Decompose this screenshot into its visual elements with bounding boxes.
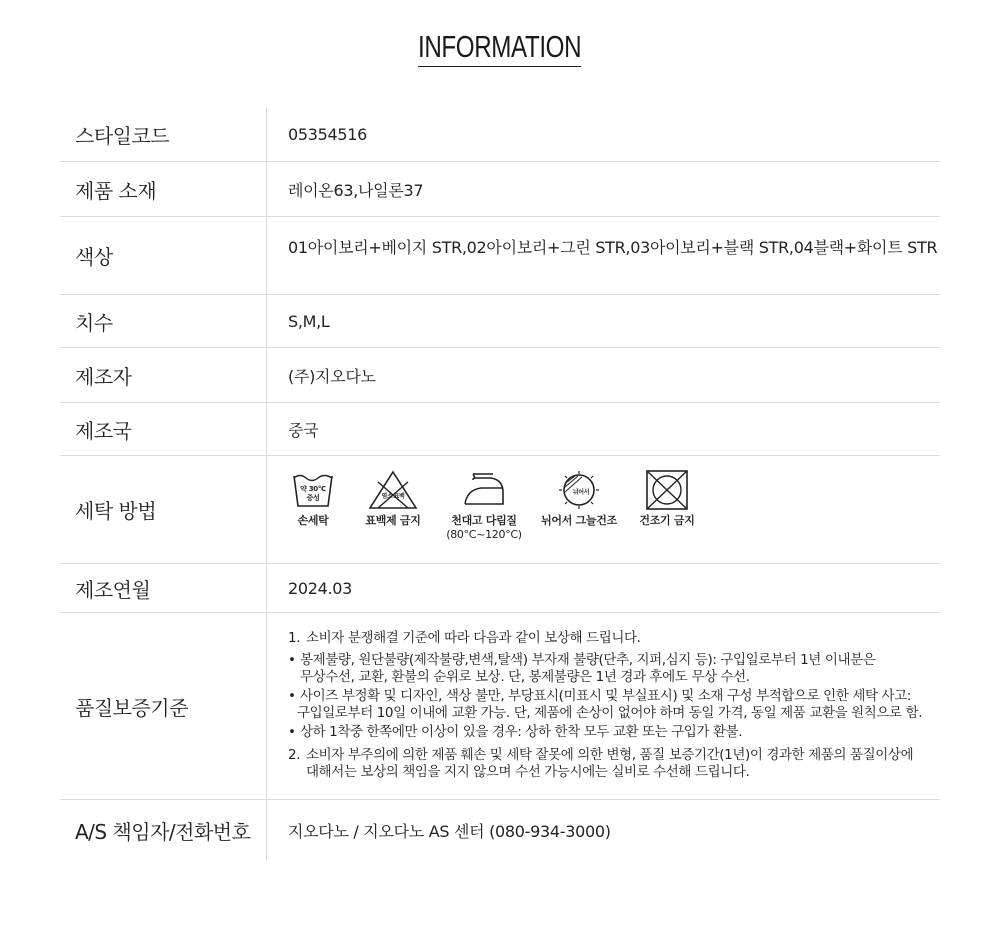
row-value: 지오다노 / 지오다노 AS 센터 (080-934-3000) xyxy=(288,821,611,841)
row-label: A/S 책임자/전화번호 xyxy=(60,800,267,860)
row-washing xyxy=(60,456,940,564)
bullet-mark: • xyxy=(288,652,296,668)
hand-wash-icon xyxy=(291,470,335,510)
bullet-mark: • xyxy=(288,688,296,704)
wash-symbol-no-bleach xyxy=(357,470,429,528)
row-label: 스타일코드 xyxy=(60,108,267,161)
row-label: 치수 xyxy=(60,295,267,347)
row-as-contact xyxy=(60,800,940,860)
item-line: 소비자 부주의에 의한 제품 훼손 및 세탁 잘못에 의한 변형, 품질 보증기간(1년)이 경과한 제품의 품질이상에 xyxy=(306,747,914,763)
bullet-line: 구입일로부터 10일 이내에 교환 가능. 단, 제품에 손상이 없어야 하며 동일 가격, 동일 제품 교환을 원칙으로 함. xyxy=(297,705,923,721)
wash-symbol-hand-wash xyxy=(288,470,338,528)
row-value: 중국 xyxy=(288,420,319,440)
row-value: 레이온63,나일론37 xyxy=(288,180,424,200)
quality-item xyxy=(288,747,940,781)
row-quality-guarantee xyxy=(60,613,940,800)
row-label: 색상 xyxy=(60,217,267,294)
wash-symbol-iron xyxy=(439,470,529,542)
quality-bullet xyxy=(288,724,940,741)
bullet-line: 사이즈 부정확 및 디자인, 색상 불만, 부당표시(미표시 및 부실표시) 및 소재 구성 부적합으로 인한 세탁 사고: xyxy=(300,688,911,704)
row-material xyxy=(60,162,940,217)
icon-text: 염소 xyxy=(381,493,393,500)
icon-text: 중성 xyxy=(306,494,320,502)
icon-text: 뉘어서 xyxy=(572,489,590,496)
quality-bullet xyxy=(288,652,940,686)
no-tumble-dry-icon xyxy=(645,470,689,510)
row-value: (주)지오다노 xyxy=(288,366,376,386)
wash-caption xyxy=(446,514,522,542)
info-table xyxy=(60,108,940,860)
row-label: 제조자 xyxy=(60,348,267,402)
row-size xyxy=(60,295,940,348)
row-value: S,M,L xyxy=(288,311,330,331)
row-label: 품질보증기준 xyxy=(60,613,267,799)
icon-text: 표백 xyxy=(393,493,405,500)
row-label: 제품 소재 xyxy=(60,162,267,216)
item-line: 대해서는 보상의 책임을 지지 않으며 수선 가능시에는 실비로 수선해 드립니다. xyxy=(306,764,750,780)
bullet-text xyxy=(297,688,940,722)
item-number: 1. xyxy=(288,630,301,646)
row-country xyxy=(60,403,940,456)
row-value: 05354516 xyxy=(288,125,368,144)
bullet-text xyxy=(300,652,940,686)
row-value: 01아이보리+베이지 STR,02아이보리+그린 STR,03아이보리+블랙 STR,04블랙+화이트 STR xyxy=(288,238,938,257)
row-label: 제조연월 xyxy=(60,564,267,612)
row-value: 2024.03 xyxy=(288,578,353,598)
row-label: 세탁 방법 xyxy=(60,456,267,563)
bullet-line: 무상수선, 교환, 환불의 순위로 보상. 단, 봉제불량은 1년 경과 후에도 무상 수선. xyxy=(300,669,750,685)
shade-dry-icon xyxy=(555,470,603,510)
iron-icon xyxy=(461,470,507,510)
page-title: INFORMATION xyxy=(418,28,581,67)
wash-caption: 뉘어서 그늘건조 xyxy=(541,514,617,527)
bullet-mark: • xyxy=(288,724,296,740)
row-style-code xyxy=(60,108,940,162)
bullet-line: 봉제불량, 원단불량(제작불량,변색,탈색) 부자재 불량(단추, 지퍼,심지 등): 구입일로부터 1년 이내분은 xyxy=(300,652,876,668)
wash-caption: 건조기 금지 xyxy=(639,514,695,527)
no-bleach-icon xyxy=(368,470,418,510)
bullet-text: 상하 1착중 한쪽에만 이상이 있을 경우: 상하 한착 모두 교환 또는 구입가 환불. xyxy=(300,724,743,740)
wash-symbol-shade-dry xyxy=(535,470,623,528)
wash-caption-line: 천대고 다림질 xyxy=(451,514,517,527)
page-title-wrap xyxy=(0,28,1000,67)
wash-symbol-no-tumble-dry xyxy=(631,470,703,528)
row-color xyxy=(60,217,940,295)
row-manufacture-date xyxy=(60,564,940,613)
item-number: 2. xyxy=(288,747,301,763)
icon-text: 약 30°C xyxy=(300,485,326,493)
quality-bullet xyxy=(288,688,940,722)
item-text: 소비자 분쟁해결 기준에 따라 다음과 같이 보상해 드립니다. xyxy=(306,630,641,646)
wash-caption: 표백제 금지 xyxy=(365,514,421,527)
wash-caption-line: (80°C~120°C) xyxy=(446,528,522,541)
row-manufacturer xyxy=(60,348,940,403)
quality-item xyxy=(288,630,940,647)
quality-text xyxy=(267,613,940,799)
item-text xyxy=(306,747,913,781)
row-label: 제조국 xyxy=(60,403,267,455)
wash-icons xyxy=(267,456,940,563)
wash-caption: 손세탁 xyxy=(297,514,329,527)
